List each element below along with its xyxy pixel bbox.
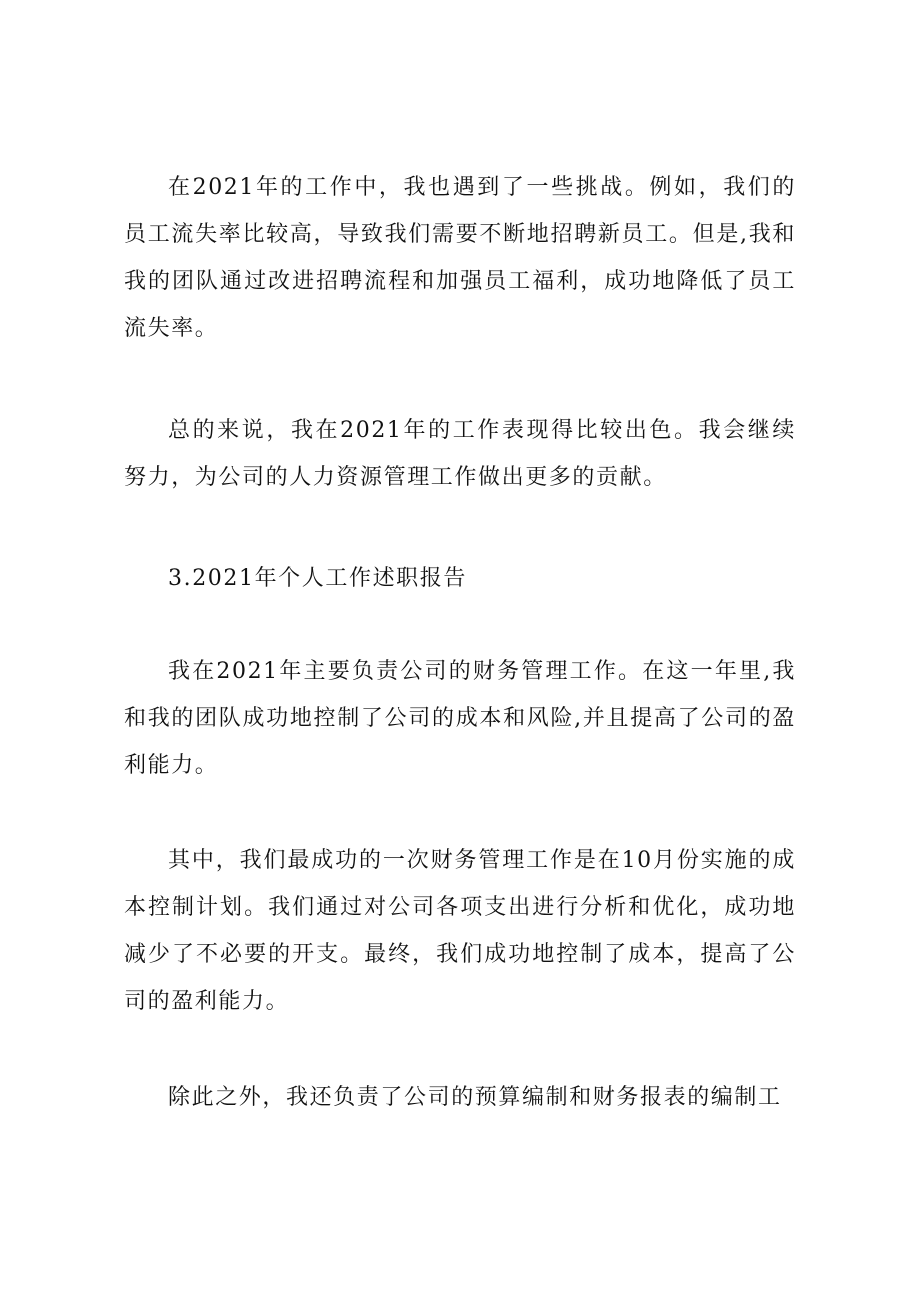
- paragraph-finance-role: 我在2021年主要负责公司的财务管理工作。在这一年里,我和我的团队成功地控制了公司的成本和风险,并且提高了公司的盈利能力。: [124, 659, 796, 778]
- section-heading: 3.2021年个人工作述职报告: [168, 566, 467, 591]
- paragraph-challenges: 在2021年的工作中，我也遇到了一些挑战。例如，我们的员工流失率比较高，导致我们需要不断地招聘新员工。但是,我和我的团队通过改进招聘流程和加强员工福利，成功地降低了员工流失率。: [124, 175, 796, 341]
- paragraph-cost-control: 其中，我们最成功的一次财务管理工作是在10月份实施的成本控制计划。我们通过对公司各项支出进行分析和优化，成功地减少了不必要的开支。最终，我们成功地控制了成本，提高了公司的盈利能力。: [124, 848, 796, 1014]
- paragraph-budget: 除此之外，我还负责了公司的预算编制和财务报表的编制工: [168, 1085, 782, 1110]
- paragraph-summary: 总的来说，我在2021年的工作表现得比较出色。我会继续努力，为公司的人力资源管理工作做出更多的贡献。: [124, 418, 796, 490]
